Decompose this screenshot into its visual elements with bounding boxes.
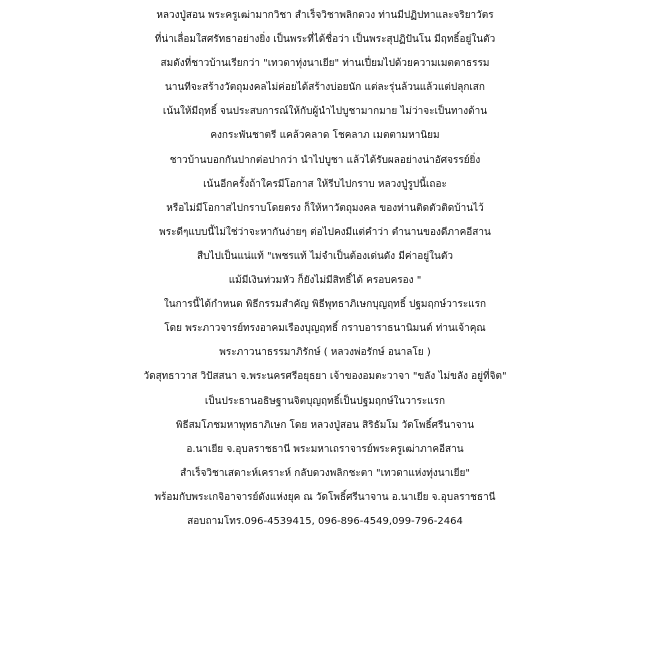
text-line-10: พระดีๆแบบนี้ไม่ใช่ว่าจะหากันง่ายๆ ต่อไปคงมีแต่คำว่า ตำนานของดีภาคอีสาน xyxy=(159,226,491,238)
text-line-15: พระภาวนาธรรมาภิรักษ์ ( หลวงพ่อรักษ์ อนาลโย ) xyxy=(219,347,431,359)
text-line-6: คงกระพันชาตรี แคล้วคลาด โชคลาภ เมตตามหานิยม xyxy=(210,130,440,142)
text-line-3: สมดังที่ชาวบ้านเรียกว่า "เทวดาทุ่งนาเยีย" ท่านเปี่ยมไปด้วยความเมตตาธรรม xyxy=(160,58,490,70)
text-line-4: นานทีจะสร้างวัตถุมงคลไม่ค่อยได้สร้างบ่อยนัก แต่ละรุ่นล้วนแล้วแต่ปลุกเสก xyxy=(165,82,485,94)
text-line-13: ในการนี้ได้กำหนด พิธีกรรมสำคัญ พิธีพุทธาภิเษกบุญฤทธิ์ ปฐมฤกษ์วาระแรก xyxy=(163,299,487,311)
text-line-17: เป็นประธานอธิษฐานจิตบุญฤทธิ์เป็นปฐมฤกษ์ในวาระแรก xyxy=(204,395,446,407)
text-line-21: พร้อมกับพระเกจิอาจารย์ดังแห่งยุค ณ วัดโพธิ์ศรีนาจาน อ.นาเยีย จ.อุบลราชธานี xyxy=(154,491,496,503)
announcement-text-block xyxy=(0,4,650,534)
text-line-2: ที่น่าเลื่อมใสศรัทธาอย่างยิ่ง เป็นพระที่ได้ชื่อว่า เป็นพระสุปฏิปันโน มีฤทธิ์อยู่ในตัว xyxy=(154,34,496,46)
text-line-18: พิธีสมโภชมหาพุทธาภิเษก โดย หลวงปู่สอน สิริธัมโม วัดโพธิ์ศรีนาจาน xyxy=(175,419,475,431)
text-line-16: วัดสุทธาวาส วิปัสสนา จ.พระนครศรีอยุธยา เจ้าของอมตะวาจา "ขลัง ไม่ขลัง อยู่ที่จิต" xyxy=(143,371,507,383)
text-line-14: โดย พระภาวจารย์ทรงอาคมเรืองบุญฤทธิ์ กราบอาราธนานิมนต์ ท่านเจ้าคุณ xyxy=(164,323,486,335)
text-line-20: สำเร็จวิชาเสดาะห์เคราะห์ กลับดวงพลิกชะตา "เทวดาแห่งทุ่งนาเยีย" xyxy=(180,467,470,479)
contact-phone-line: สอบถามโทร.096-4539415, 096-896-4549,099-796-2464 xyxy=(187,515,463,527)
text-line-19: อ.นาเยีย จ.อุบลราชธานี พระมหาเถราจารย์พระครูเฒ่าภาคอีสาน xyxy=(186,443,464,455)
text-line-5: เน้นให้มีฤทธิ์ จนประสบการณ์ให้กับผู้นำไปบูชามากมาย ไม่ว่าจะเป็นทางด้าน xyxy=(162,106,488,118)
text-line-9: หรือไม่มีโอกาสไปกราบโดยตรง ก็ให้หาวัตถุมงคล ของท่านติดตัวติดบ้านไว้ xyxy=(166,202,484,214)
text-line-11: สืบไปเป็นแน่แท้ "เพชรแท้ ไม่จำเป็นต้องเด่นดัง มีค่าอยู่ในตัว xyxy=(197,250,453,262)
text-line-1: หลวงปู่สอน พระครูเฒ่ามากวิชา สำเร็จวิชาพลิกดวง ท่านมีปฏิปทาและจริยาวัตร xyxy=(156,10,494,21)
text-line-7: ชาวบ้านบอกกันปากต่อปากว่า นำไปบูชา แล้วได้รับผลอย่างน่าอัศจรรย์ยิ่ง xyxy=(169,154,481,166)
text-line-8: เน้นอีกครั้งถ้าใครมีโอกาส ให้รีบไปกราบ หลวงปู่รูปนี้เถอะ xyxy=(203,178,447,190)
text-line-12: แม้มีเงินท่วมหัว ก็ยังไม่มีสิทธิ์ได้ ครอบครอง " xyxy=(228,275,422,287)
